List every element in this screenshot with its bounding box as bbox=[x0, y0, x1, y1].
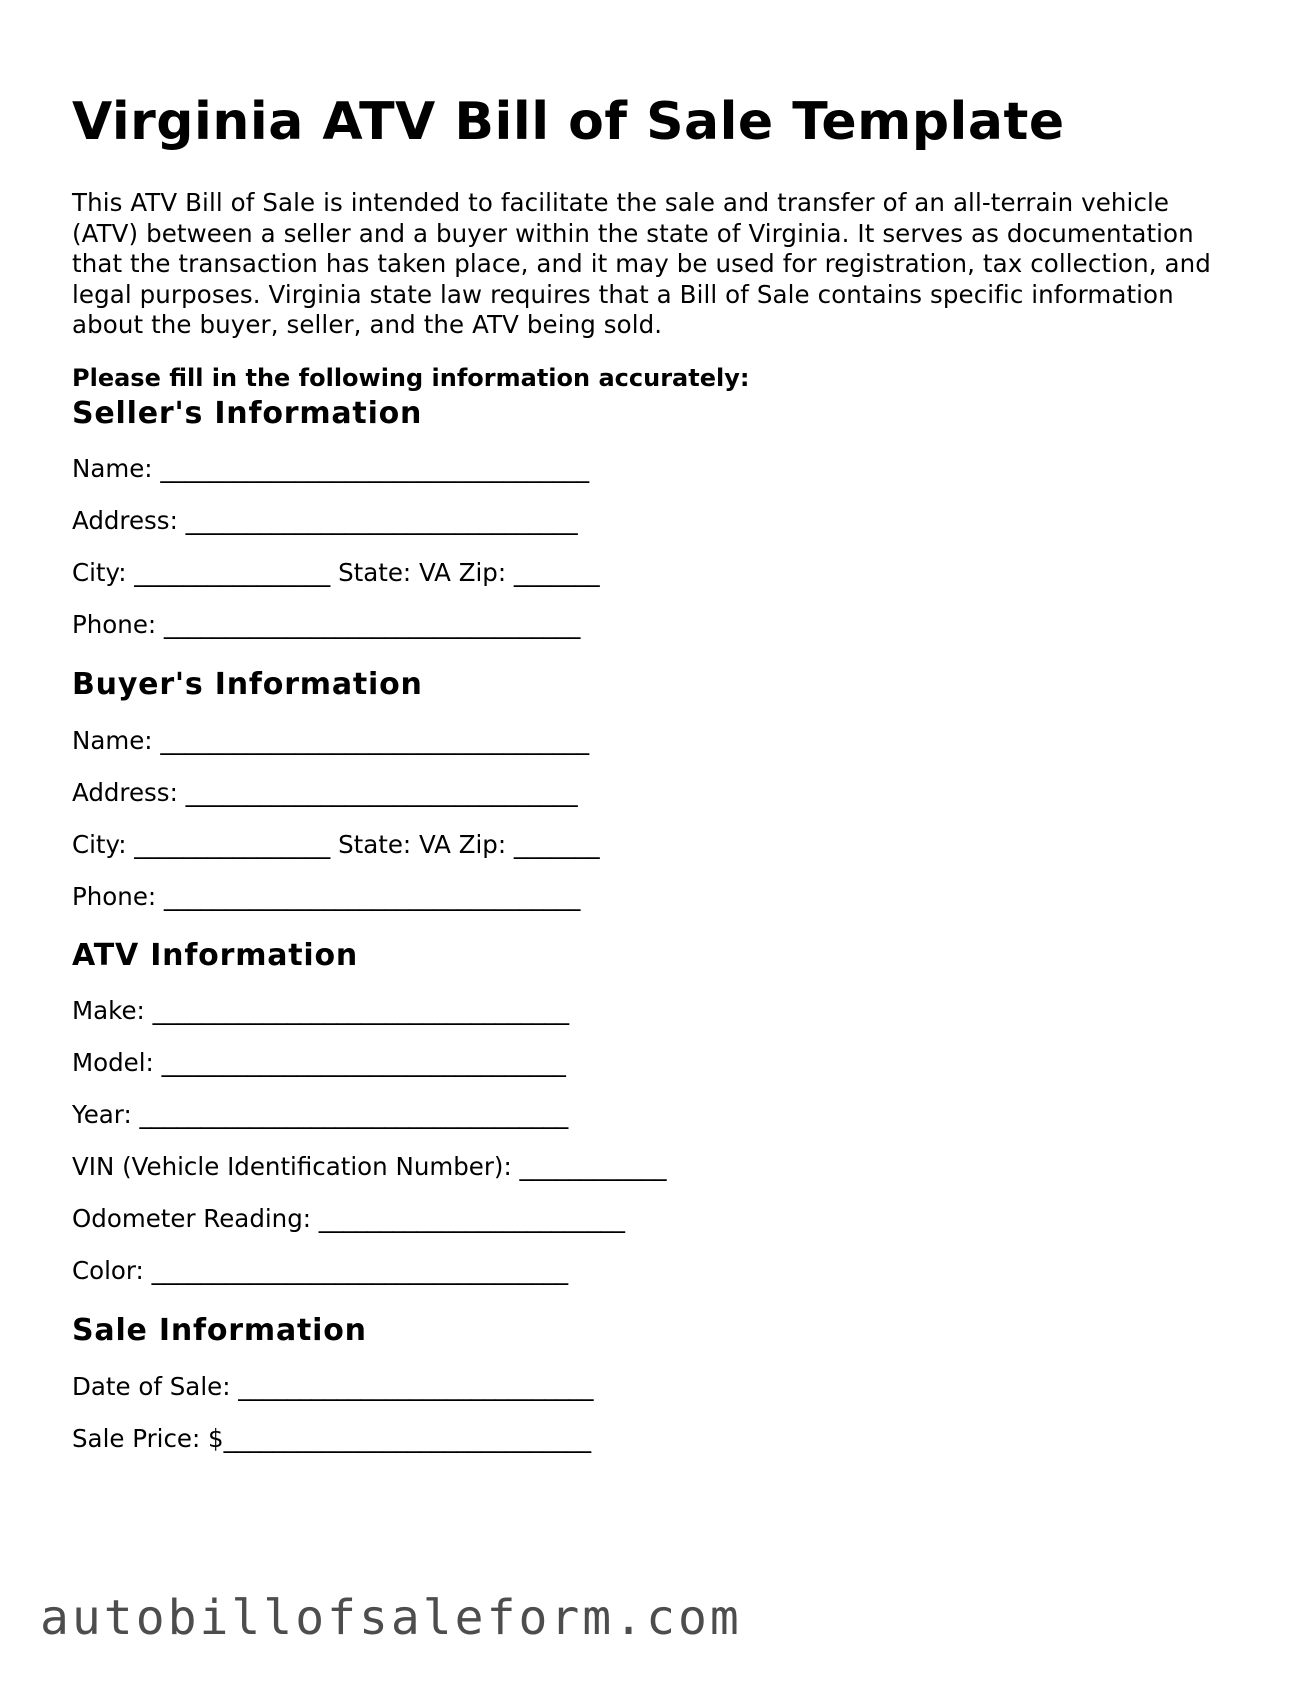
seller-city-state-zip-field[interactable]: City: ________________ State: VA Zip: _______ bbox=[72, 558, 600, 587]
sale-date-field[interactable]: Date of Sale: _____________________________ bbox=[72, 1372, 594, 1401]
seller-heading: Seller's Information bbox=[72, 396, 423, 431]
sale-price-field[interactable]: Sale Price: $______________________________ bbox=[72, 1424, 592, 1453]
atv-model-field[interactable]: Model: _________________________________ bbox=[72, 1048, 566, 1077]
buyer-name-field[interactable]: Name: ___________________________________ bbox=[72, 726, 590, 755]
buyer-heading: Buyer's Information bbox=[72, 667, 423, 702]
atv-color-field[interactable]: Color: __________________________________ bbox=[72, 1256, 569, 1285]
instruction-text: Please fill in the following information accurately: bbox=[72, 364, 750, 392]
seller-phone-field[interactable]: Phone: __________________________________ bbox=[72, 610, 581, 639]
buyer-city-state-zip-field[interactable]: City: ________________ State: VA Zip: _______ bbox=[72, 830, 600, 859]
buyer-address-field[interactable]: Address: ________________________________ bbox=[72, 778, 578, 807]
atv-year-field[interactable]: Year: ___________________________________ bbox=[72, 1100, 569, 1129]
buyer-phone-field[interactable]: Phone: __________________________________ bbox=[72, 882, 581, 911]
intro-paragraph: This ATV Bill of Sale is intended to facilitate the sale and transfer of an all-terrain vehicle (ATV) between a seller and a buyer within the state of Virginia. It serves as documentation that the transaction has taken place, and it may be used for registration, tax collection, and legal purposes. Virginia state law requires that a Bill of Sale contains specific information about the buyer, seller, and the ATV being sold. bbox=[72, 188, 1211, 339]
atv-make-field[interactable]: Make: __________________________________ bbox=[72, 996, 570, 1025]
atv-vin-field[interactable]: VIN (Vehicle Identification Number): ____________ bbox=[72, 1152, 667, 1181]
seller-name-field[interactable]: Name: ___________________________________ bbox=[72, 454, 590, 483]
atv-odometer-field[interactable]: Odometer Reading: _________________________ bbox=[72, 1204, 626, 1233]
sale-heading: Sale Information bbox=[72, 1313, 367, 1348]
document-title: Virginia ATV Bill of Sale Template bbox=[72, 92, 1065, 152]
seller-address-field[interactable]: Address: ________________________________ bbox=[72, 506, 578, 535]
watermark-text: autobillofsaleform.com bbox=[40, 1590, 742, 1646]
atv-heading: ATV Information bbox=[72, 938, 359, 973]
